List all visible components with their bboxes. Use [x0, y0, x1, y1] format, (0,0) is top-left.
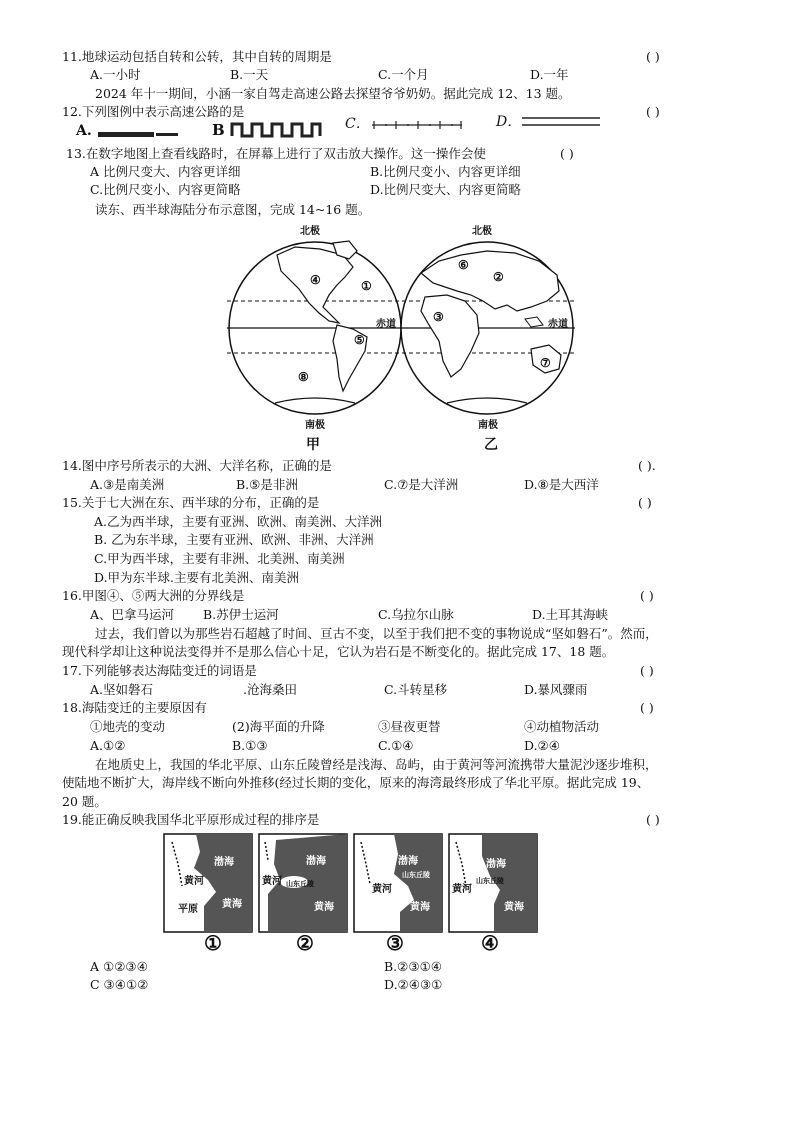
q19-option-b: B.②③①④	[384, 959, 442, 974]
q18-option-a: A.①②	[90, 738, 126, 753]
q17-option-b: .沧海桑田	[243, 682, 297, 697]
q11-option-d: D.一年	[530, 67, 569, 82]
q11-option-a: A.一小时	[90, 67, 141, 82]
panel-3-huanghe: 黄河	[372, 884, 392, 895]
panel-4-huanghe: 黄河	[452, 884, 472, 895]
q13-answer-paren[interactable]: ( )	[560, 146, 574, 161]
east-hemisphere-caption: 乙	[484, 437, 498, 453]
map-marker-5: ⑤	[354, 333, 365, 347]
q18-option-b: B.①③	[232, 738, 268, 753]
east-south-pole-label: 南极	[478, 420, 498, 431]
panel-1-huanghe: 黄河	[184, 876, 204, 887]
q18-answer-paren[interactable]: ( )	[640, 700, 654, 715]
west-north-pole-label: 北极	[300, 226, 320, 237]
q14-stem: 14.图中序号所表示的大洲、大洋名称，正确的是	[62, 458, 332, 473]
q14-option-a: A.③是南美洲	[90, 477, 165, 492]
q18-stem: 18.海陆变迁的主要原因有	[62, 700, 207, 715]
panel-2-bohai: 渤海	[306, 856, 326, 867]
intro-17-18-line1: 过去，我们曾以为那些岩石超越了时间、亘古不变，以至于我们把不变的事物说成“坚如磐石”。然而，	[95, 626, 658, 641]
q14-option-b: B.⑤是非洲	[236, 477, 298, 492]
q18-item-4: ④动植物活动	[524, 719, 600, 734]
q14-option-d: D.⑧是大西洋	[524, 477, 599, 492]
panel-1-pingyuan: 平原	[178, 904, 198, 915]
q16-answer-paren[interactable]: ( )	[640, 588, 654, 603]
map-marker-8: ⑧	[298, 370, 309, 384]
panel-4-shandong: 山东丘陵	[476, 876, 504, 885]
q17-answer-paren[interactable]: ( )	[640, 663, 654, 678]
intro-19-20-line1: 在地质史上，我国的华北平原、山东丘陵曾经是浅海、岛屿，由于黄河等河流携带大量泥沙逐步堆积，	[95, 757, 658, 772]
panel-3-bohai: 渤海	[398, 856, 418, 867]
intro-19-20-line3: 20 题。	[62, 794, 107, 809]
map-marker-7: ⑦	[540, 356, 551, 370]
q12-label-c: C．	[345, 116, 370, 132]
q12-stem: 12.下列图例中表示高速公路的是	[62, 104, 245, 119]
legend-b-symbol	[232, 122, 322, 138]
west-south-pole-label: 南极	[305, 420, 325, 431]
panel-3-shandong: 山东丘陵	[402, 870, 430, 879]
intro-19-20-line2: 使陆地不断扩大，海岸线不断向外推移(经过长期的变化，原来的海湾最终形成了华北平原。据此完成 19、	[62, 775, 650, 790]
panel-4-bohai: 渤海	[486, 859, 506, 870]
q17-option-d: D.暴风骤雨	[524, 682, 588, 697]
q12-label-a: A.	[76, 123, 92, 139]
west-hemisphere-caption: 甲	[306, 437, 320, 453]
east-equator-label: 赤道	[548, 319, 568, 330]
q18-option-d: D.②④	[524, 738, 560, 753]
q13-option-d: D.比例尺变大、内容更简略	[370, 182, 522, 197]
q15-option-d: D.甲为东半球.主要有北美洲、南美洲	[94, 570, 300, 585]
q14-option-c: C.⑦是大洋洲	[384, 477, 459, 492]
q12-label-d: D．	[496, 114, 522, 130]
q13-option-b: B.比例尺变小、内容更详细	[370, 164, 521, 179]
map-marker-1: ①	[361, 279, 372, 293]
map-marker-3: ③	[433, 310, 444, 324]
panel-4-number: ④	[481, 931, 499, 955]
q13-stem: 13.在数字地图上查看线路时，在屏幕上进行了双击放大操作。这一操作会使	[66, 146, 486, 161]
q19-answer-paren[interactable]: ( )	[646, 812, 660, 827]
panel-1-bohai: 渤海	[214, 857, 234, 868]
q17-stem: 17.下列能够表达海陆变迁的词语是	[62, 663, 257, 678]
q13-option-a: A 比例尺变大、内容更详细	[90, 164, 241, 179]
hemisphere-map	[225, 225, 585, 450]
q18-item-2: (2)海平面的升降	[232, 719, 325, 734]
q11-answer-paren[interactable]: ( )	[646, 49, 660, 64]
q16-option-b: B.苏伊士运河	[203, 607, 279, 622]
q15-option-a: A.乙为西半球，主要有亚洲、欧洲、南美洲、大洋洲	[94, 514, 383, 529]
q16-option-c: C.乌拉尔山脉	[378, 607, 454, 622]
east-north-pole-label: 北极	[472, 226, 492, 237]
q16-option-d: D.土耳其海峡	[532, 607, 609, 622]
q15-stem: 15.关于七大洲在东、西半球的分布，正确的是	[62, 495, 320, 510]
panel-3-huanghai: 黄海	[410, 902, 430, 913]
panel-1-number: ①	[204, 931, 222, 955]
panel-2-huanghe: 黄河	[262, 876, 282, 887]
q17-option-c: C.斗转星移	[384, 682, 448, 697]
panel-4-huanghai: 黄海	[504, 902, 524, 913]
q15-answer-paren[interactable]: ( )	[638, 495, 652, 510]
q19-option-a: A ①②③④	[90, 959, 148, 974]
q14-answer-paren[interactable]: ( ).	[638, 458, 656, 473]
q11-option-c: C.一个月	[378, 67, 429, 82]
panel-1-huanghai: 黄海	[222, 899, 242, 910]
q16-option-a: A、巴拿马运河	[90, 607, 175, 622]
legend-d-symbol	[522, 116, 602, 128]
intro-14-16: 读东、西半球海陆分布示意图，完成 14~16 题。	[95, 202, 371, 217]
q19-stem: 19.能正确反映我国华北平原形成过程的排序是	[62, 812, 320, 827]
legend-c-symbol	[372, 120, 464, 130]
panel-2-number: ②	[296, 931, 314, 955]
q18-option-c: C.①④	[378, 738, 414, 753]
map-marker-2: ②	[493, 270, 504, 284]
q16-stem: 16.甲图④、⑤两大洲的分界线是	[62, 588, 245, 603]
legend-a-symbol	[98, 130, 180, 140]
q12-label-b: B	[212, 121, 225, 139]
panel-2-shandong: 山东丘陵	[286, 879, 314, 888]
q19-option-d: D.②④③①	[384, 977, 443, 992]
west-equator-label: 赤道	[376, 319, 396, 330]
intro-12-13: 2024 年十一期间，小涵一家自驾走高速公路去探望爷爷奶奶。据此完成 12、13 题。	[95, 86, 571, 101]
map-marker-4: ④	[310, 273, 321, 287]
panel-2-huanghai: 黄海	[314, 902, 334, 913]
q18-item-3: ③昼夜更替	[378, 719, 441, 734]
map-marker-6: ⑥	[458, 258, 469, 272]
q12-answer-paren[interactable]: ( )	[646, 104, 660, 119]
q11-stem: 11.地球运动包括自转和公转，其中自转的周期是	[62, 49, 332, 64]
q13-option-c: C.比例尺变小、内容更简略	[90, 182, 241, 197]
intro-17-18-line2: 现代科学却让这种说法变得并不是那么信心十足，它认为岩石是不断变化的。据此完成 17、18 题。	[62, 644, 615, 659]
panel-3-number: ③	[386, 931, 404, 955]
q18-item-1: ①地壳的变动	[90, 719, 166, 734]
q17-option-a: A.坚如磐石	[90, 682, 154, 697]
q19-option-c: C ③④①②	[90, 977, 149, 992]
q15-option-b: B. 乙为东半球，主要有亚洲、欧洲、非洲、大洋洲	[94, 532, 374, 547]
q11-option-b: B.一天	[230, 67, 269, 82]
q15-option-c: C.甲为西半球，主要有非洲、北美洲、南美洲	[94, 551, 345, 566]
